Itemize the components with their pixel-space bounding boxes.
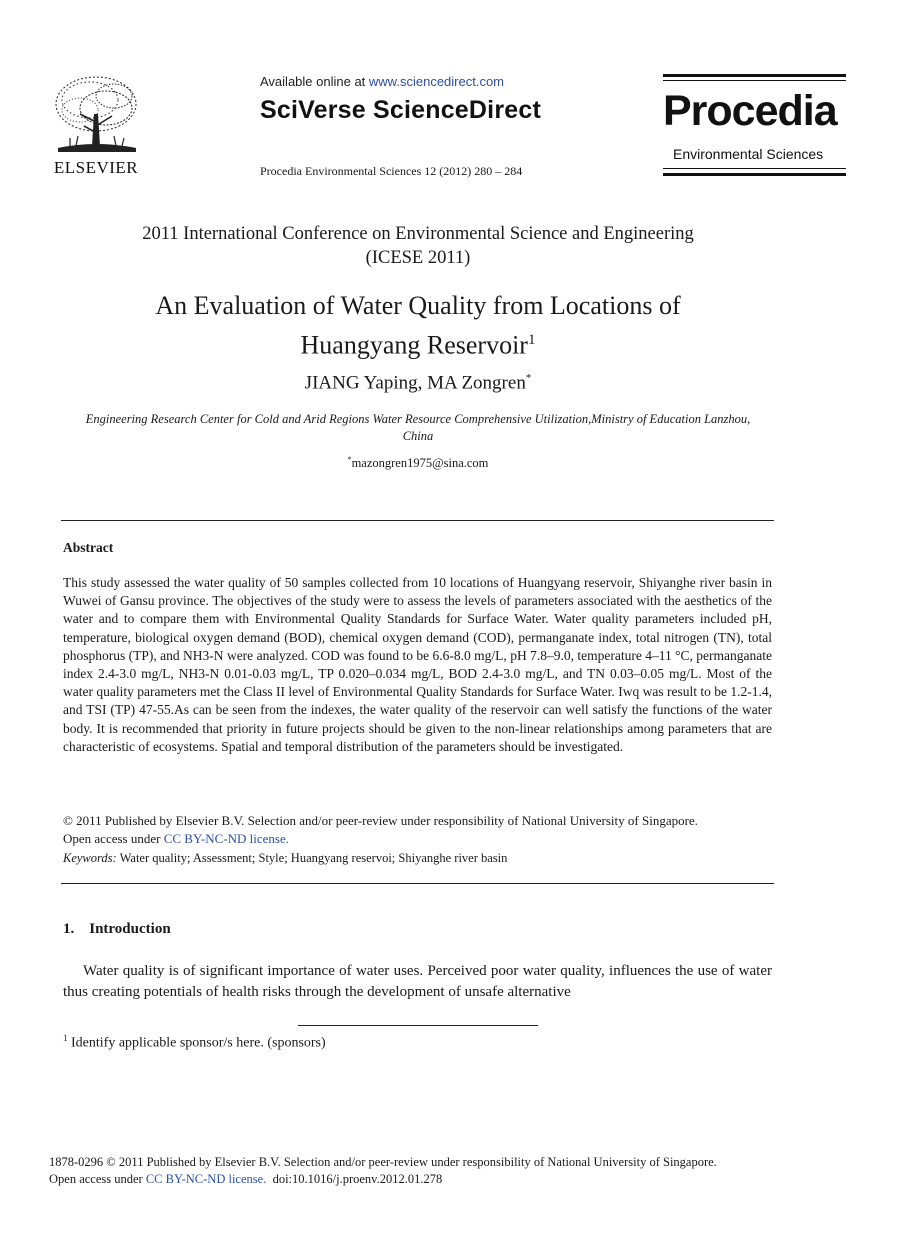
- page-footer: 1878-0296 © 2011 Published by Elsevier B.V. Selection and/or peer-review under responsibility of National University of Singapore. Open access under CC BY-NC-ND license. doi:10.1016/j.proenv.2012.01.278: [49, 1155, 717, 1186]
- copyright-notice: © 2011 Published by Elsevier B.V. Selection and/or peer-review under responsibility of National University of Singapore. Open access under CC BY-NC-ND license.: [63, 813, 698, 846]
- elsevier-logo: [50, 74, 142, 178]
- keywords: Keywords: Water quality; Assessment; Style; Huangyang reservoi; Shiyanghe river basin: [63, 851, 508, 865]
- conference-name: 2011 International Conference on Environmental Science and Engineering (ICESE 2011): [142, 224, 694, 268]
- introduction-body: Water quality is of significant importance of water uses. Perceived poor water quality, influences the use of water thus creating potentials of health risks through the development of unsafe alternative: [63, 963, 772, 1000]
- footnote-rule: [298, 1025, 538, 1026]
- top-rule: [663, 74, 846, 77]
- title-footnote-mark: 1: [527, 332, 536, 348]
- abstract-bottom-rule: [61, 883, 774, 884]
- abstract-heading: Abstract: [63, 540, 114, 555]
- author-email: *mazongren1975@sina.com: [347, 455, 489, 471]
- paper-title: An Evaluation of Water Quality from Locations of Huangyang Reservoir$^1$: [155, 291, 681, 360]
- authors: JIANG Yaping, MA Zongren*: [304, 372, 532, 394]
- procedia-logo: [663, 74, 846, 176]
- sciencedirect-link[interactable]: www.sciencedirect.com: [368, 74, 505, 89]
- publisher-wordmark: ELSEVIER: [53, 158, 139, 177]
- footer-license-link[interactable]: CC BY-NC-ND license.: [145, 1172, 267, 1186]
- top-rule-thin: [663, 80, 846, 81]
- affiliation: Engineering Research Center for Cold and Arid Regions Water Resource Comprehensive Utilization,Ministry of Education Lanzhou, China: [85, 412, 751, 443]
- footnote: $^1$ Identify applicable sponsor/s here. (sponsors): [63, 1033, 326, 1051]
- procedia-wordmark: Procedia: [663, 87, 837, 135]
- available-online-text: Available online at www.sciencedirect.com: [260, 74, 505, 89]
- doi: doi:10.1016/j.proenv.2012.01.278: [266, 1172, 443, 1186]
- abstract-top-rule: [61, 520, 774, 521]
- abstract-body: This study assessed the water quality of 50 samples collected from 10 locations of Huangyang reservoir, Shiyanghe river basin in Wuwei of Gansu province. The objectives of the study were to assess the levels of parameters associated with the aesthetics of the water and to compare them with Environmental Quality Standards for Surface Water. Water quality parameters included pH, temperature, biological oxygen demand (BOD), chemical oxygen demand (COD), permanganate index, total nitrogen (TN), total phosphorus (TP), and NH3-N were analyzed. COD was found to be 6.6-8.0 mg/L, pH 7.8–9.0, temperature 4–11 °C, permanganate index 2.4-3.0 mg/L, NH3-N 0.01-0.03 mg/L, TP 0.020–0.034 mg/L, BOD 2.4-3.0 mg/L, and TN 0.03–0.05 mg/L. Most of the water quality parameters met the Class II level of Environmental Quality Standards for Surface Water. Iwq was result to be 1.2-1.4, and TSI (TP) 47-55.As can be seen from the indexes, the water quality of the reservoir can well satisfy the functions of the water body. It is recommended that priority in future projects should be given to the non-linear relationships among parameters that are characteristic of ecosystems. Spatial and temporal distribution of the parameters should be investigated.: [63, 575, 772, 754]
- elsevier-tree-icon: [50, 74, 142, 156]
- license-link[interactable]: CC BY-NC-ND license.: [163, 830, 290, 846]
- section-heading-introduction: 1. Introduction: [63, 921, 171, 937]
- bottom-rule-thin: [663, 168, 846, 169]
- platform-wordmark: SciVerse ScienceDirect: [260, 96, 541, 124]
- journal-reference: Procedia Environmental Sciences 12 (2012) 280 – 284: [260, 164, 523, 178]
- bottom-rule: [663, 173, 846, 176]
- procedia-subtitle: Environmental Sciences: [673, 146, 824, 162]
